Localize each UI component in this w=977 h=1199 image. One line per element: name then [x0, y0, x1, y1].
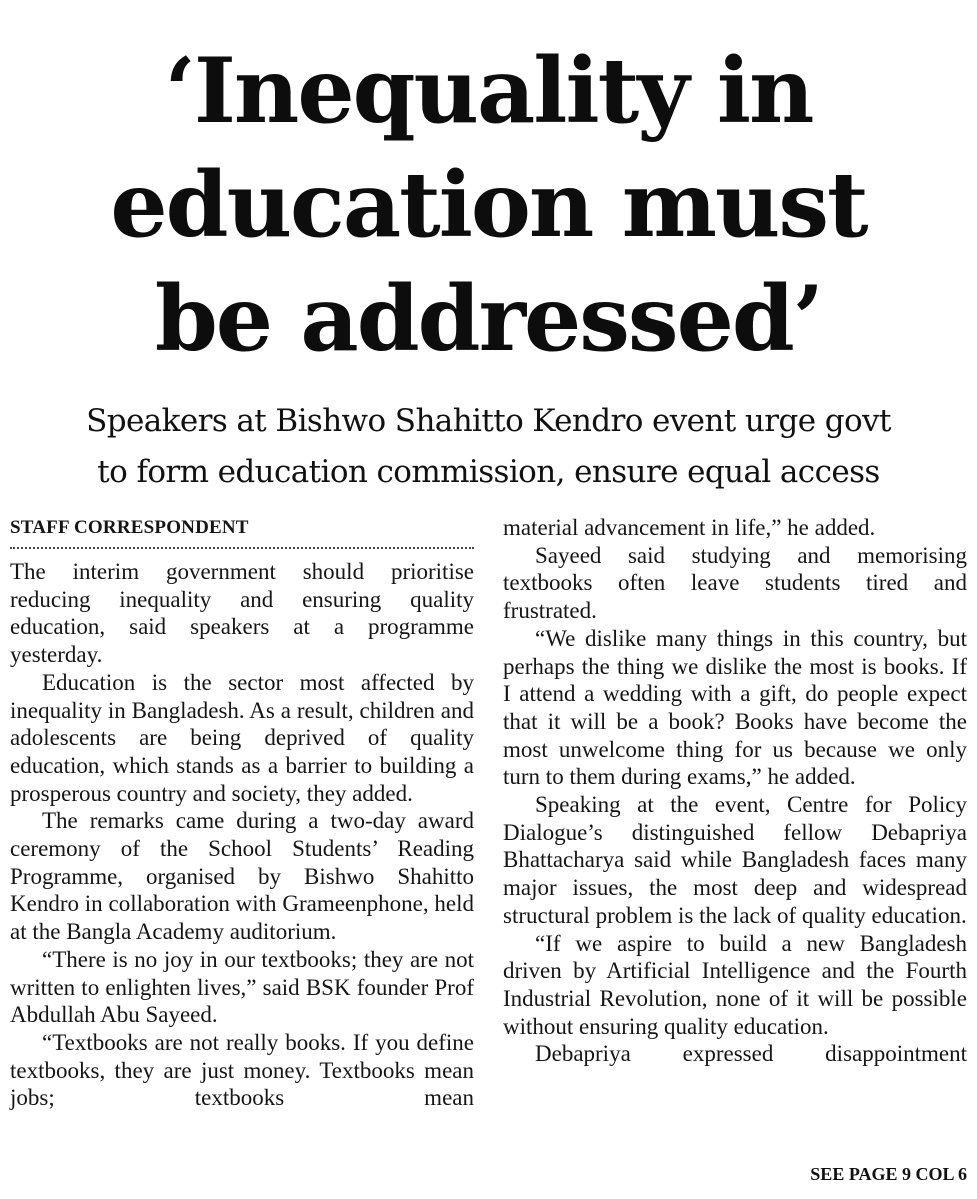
article-column-left — [10, 514, 474, 1112]
subheadline — [0, 396, 977, 498]
article-paragraph: “We dislike many things in this country, but perhaps the thing we dislike the most is books. If I attend a wedding with a gift, do people expect that it will be a book? Books have become the most unwelcome thing for us because we only turn to them during exams,” he added. — [503, 625, 967, 790]
article-paragraph: Speaking at the event, Centre for Policy Dialogue’s distinguished fellow Debapriya Bhattacharya said while Bangladesh faces many major issues, the most deep and widespread structural problem is the lack of quality education. — [503, 792, 967, 928]
article-paragraph: Debapriya expressed disappointment — [535, 1041, 967, 1067]
headline-line: be addressed’ — [154, 266, 823, 372]
article-paragraph: “There is no joy in our textbooks; they are not written to enlighten lives,” said BSK founder Prof Abdullah Abu Sayeed. — [10, 946, 474, 1028]
jump-line: SEE PAGE 9 COL 6 — [810, 1164, 967, 1184]
article-paragraph: Sayeed said studying and memorising textbooks often leave students tired and frustrated. — [503, 542, 967, 624]
headline — [0, 34, 977, 376]
article-paragraph: The remarks came during a two-day award ceremony of the School Students’ Reading Programme, organised by Bishwo Shahitto Kendro in collaboration with Grameenphone, held at the Bangla Academy auditorium. — [10, 808, 474, 945]
article-paragraph: Education is the sector most affected by inequality in Bangladesh. As a result, children and adolescents are being deprived of quality education, which stands as a barrier to building a prosperous country and society, they added. — [10, 669, 474, 806]
article-paragraph: “If we aspire to build a new Bangladesh driven by Artificial Intelligence and the Fourth Industrial Revolution, none of it will be possible without ensuring quality education. — [503, 930, 967, 1039]
subheadline-line: to form education commission, ensure equal access — [97, 454, 880, 490]
headline-line: education must — [110, 152, 867, 258]
article-column-right — [503, 514, 967, 1068]
article-paragraph: The interim government should prioritise reducing inequality and ensuring quality education, said speakers at a programme yesterday. — [10, 559, 474, 668]
byline: STAFF CORRESPONDENT — [10, 514, 474, 549]
headline-line: ‘Inequality in — [164, 38, 813, 144]
article-paragraph: “Textbooks are not really books. If you define textbooks, they are just money. Textbooks mean jobs; textbooks mean — [10, 1029, 474, 1111]
article-paragraph: material advancement in life,” he added. — [503, 515, 876, 540]
subheadline-line: Speakers at Bishwo Shahitto Kendro event urge govt — [86, 403, 891, 439]
